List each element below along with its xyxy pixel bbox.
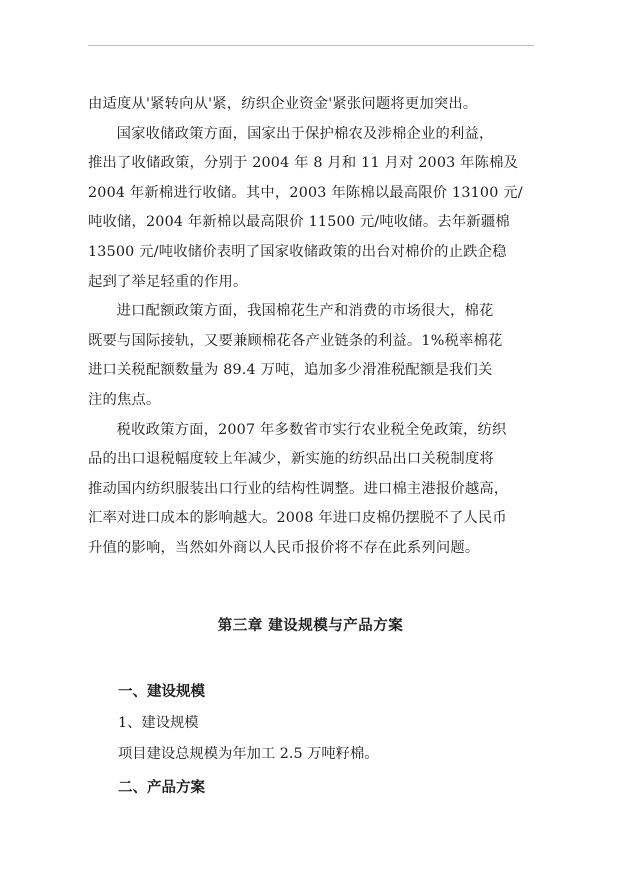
text-line: 既要与国际接轨，又要兼顾棉花各产业链条的利益。1%税率棉花 xyxy=(88,332,503,349)
text-line: 由适度从'紧转向从'紧，纺织企业资金'紧张问题将更加突出。 xyxy=(88,96,478,112)
chapter-title: 第三章 建设规模与产品方案 xyxy=(217,618,404,634)
text-line: 进口关税配额数量为 89.4 万吨，追加多少滑准税配额是我们关 xyxy=(88,362,493,379)
paragraph-storage-policy xyxy=(88,120,538,150)
text-line: 税收政策方面，2007 年多数省市实行农业税全免政策，纺织 xyxy=(116,421,507,438)
text-line: 进口配额政策方面，我国棉花生产和消费的市场很大，棉花 xyxy=(116,303,494,320)
sub-heading-scale: 1、建设规模 xyxy=(118,715,199,731)
body-text xyxy=(88,90,538,564)
text-line: 起到了举足轻重的作用。 xyxy=(88,273,248,290)
header-rule xyxy=(88,45,534,46)
text-line: 升值的影响，当然如外商以人民币报价将不存在此系列问题。 xyxy=(88,539,480,556)
paragraph-import-quota-cont xyxy=(88,327,538,416)
text-line: 推动国内纺织服装出口行业的结构性调整。进口棉主港报价越高， xyxy=(88,480,509,497)
paragraph-tax-policy xyxy=(88,416,538,446)
paragraph-storage-policy-cont xyxy=(88,149,538,297)
text-line: 推出了收储政策，分别于 2004 年 8 月和 11 月对 2003 年陈棉及 xyxy=(88,155,519,172)
text-line: 吨收储，2004 年新棉以最高限价 11500 元/吨收储。去年新疆棉 xyxy=(88,214,510,231)
paragraph-import-quota xyxy=(88,297,538,327)
paragraph-continuation xyxy=(88,90,538,120)
text-line: 汇率对进口成本的影响越大。2008 年进口皮棉仍摆脱不了人民币 xyxy=(88,510,507,527)
scale-description: 项目建设总规模为年加工 2.5 万吨籽棉。 xyxy=(118,746,379,762)
text-line: 国家收储政策方面，国家出于保护棉农及涉棉企业的利益， xyxy=(116,125,494,142)
text-line: 品的出口退税幅度较上年减少，新实施的纺织品出口关税制度将 xyxy=(88,451,494,468)
text-line: 13500 元/吨收储价表明了国家收储政策的出台对棉价的止跌企稳 xyxy=(88,243,507,260)
section-heading-scale: 一、建设规模 xyxy=(118,684,205,700)
section-heading-product: 二、产品方案 xyxy=(118,780,205,796)
text-line: 2004 年新棉进行收储。其中，2003 年陈棉以最高限价 13100 元/ xyxy=(88,184,523,201)
paragraph-tax-policy-cont xyxy=(88,445,538,563)
text-line: 注的焦点。 xyxy=(88,391,161,408)
